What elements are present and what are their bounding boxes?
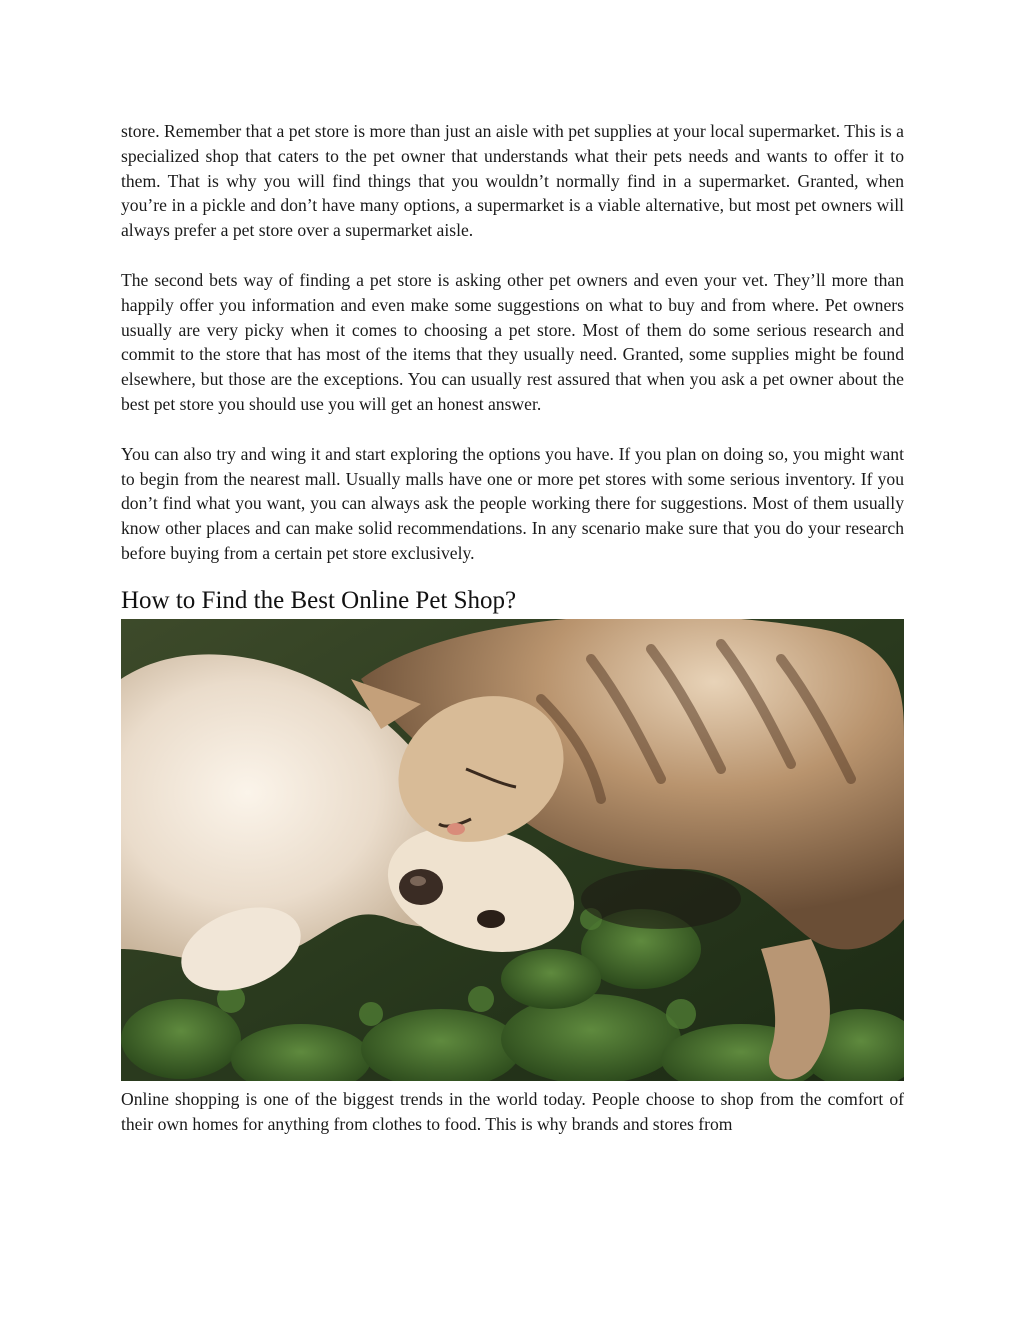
paragraph-supermarket: store. Remember that a pet store is more than just an aisle with pet supplies at your local supermarket. This is a specialized shop that caters to the pet owner that understands what their pets needs and wants to offer it to them. That is why you will find things that you wouldn’t normally find in a supermarket. Granted, when you’re in a pickle and don’t have many options, a supermarket is a viable alternative, but most pet owners will always prefer a pet store over a supermarket aisle. <box>121 121 904 241</box>
paragraph-explore-options: You can also try and wing it and start exploring the options you have. If you plan on doing so, you might want to begin from the nearest mall. Usually malls have one or more pet stores with some serious inventory. If you don’t find what you want, you can always ask the people working there for suggestions. Most of them usually know other places and can make solid recommendations. In any scenario make sure that you do your research before buying from a certain pet store exclusively. <box>121 443 904 563</box>
paragraph-online-shopping: Online shopping is one of the biggest trends in the world today. People choose to shop from the comfort of their own homes for anything from clothes to food. This is why brands and stores from <box>121 1088 904 1134</box>
paragraph-ask-owners: The second bets way of finding a pet store is asking other pet owners and even your vet. They’ll more than happily offer you information and even make some suggestions on what to buy and from where. Pet owners usually are very picky when it comes to choosing a pet store. Most of them do some serious research and commit to the store that has most of the items that they usually need. Granted, some supplies might be found elsewhere, but those are the exceptions. You can usually rest assured that when you ask a pet owner about the best pet store you should use you will get an honest answer. <box>121 269 904 414</box>
cat-and-dog-photo <box>121 619 904 1081</box>
document-page <box>121 119 904 1136</box>
section-heading: How to Find the Best Online Pet Shop? <box>121 586 517 614</box>
